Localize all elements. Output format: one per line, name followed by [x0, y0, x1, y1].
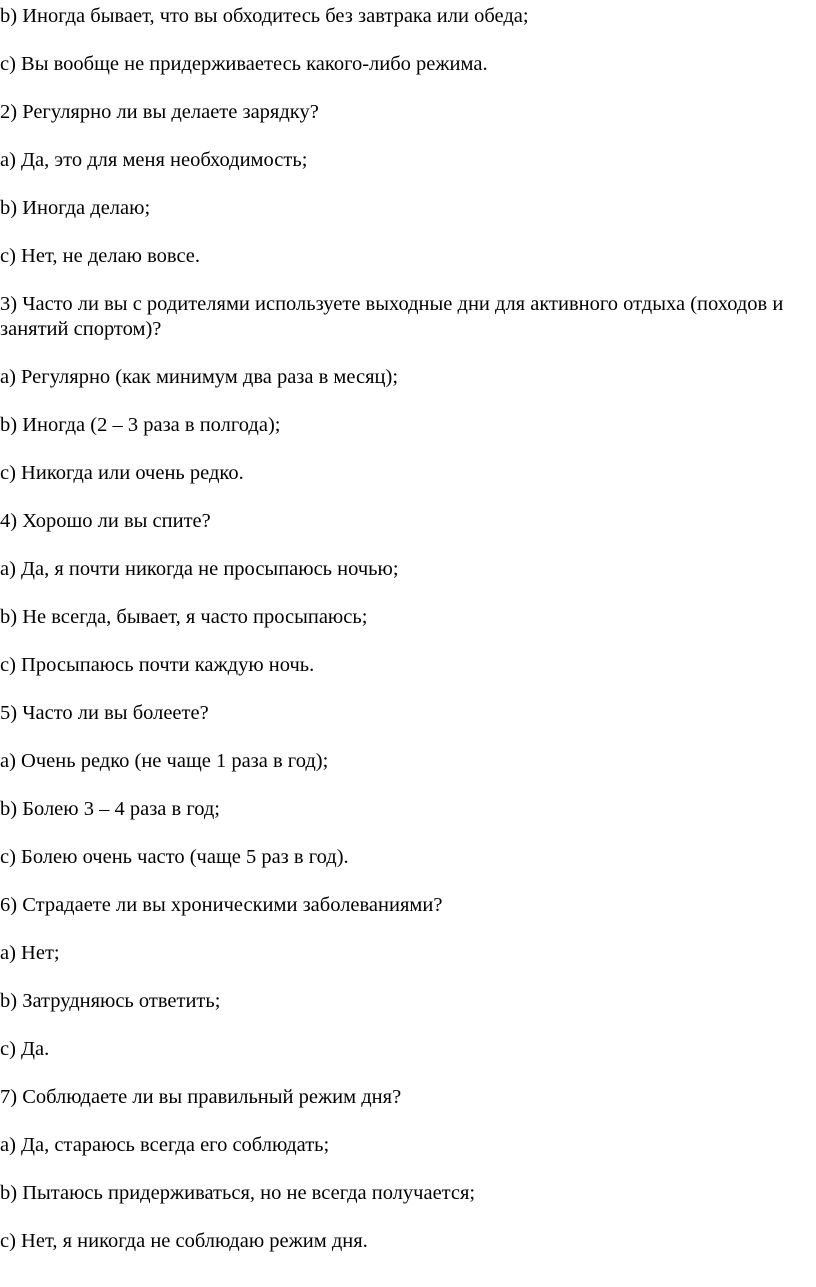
answer-q6-b: b) Затрудняюсь ответить;	[0, 990, 221, 1012]
answer-q4-a: a) Да, я почти никогда не просыпаюсь ночью;	[0, 558, 399, 580]
answer-q7-a: a) Да, стараюсь всегда его соблюдать;	[0, 1134, 330, 1156]
answer-q6-a: a) Нет;	[0, 942, 60, 964]
answer-q5-a: a) Очень редко (не чаще 1 раза в год);	[0, 750, 329, 772]
answer-q1-c: c) Вы вообще не придерживаетесь какого-либо режима.	[0, 53, 488, 75]
answer-q7-c: c) Нет, я никогда не соблюдаю режим дня.	[0, 1230, 368, 1252]
question-6: 6) Страдаете ли вы хроническими заболеваниями?	[0, 894, 443, 916]
answer-q2-a: a) Да, это для меня необходимость;	[0, 149, 308, 171]
answer-q4-c: c) Просыпаюсь почти каждую ночь.	[0, 654, 315, 676]
answer-q3-b: b) Иногда (2 – 3 раза в полгода);	[0, 414, 281, 436]
question-2: 2) Регулярно ли вы делаете зарядку?	[0, 101, 319, 123]
answer-q3-c: c) Никогда или очень редко.	[0, 462, 244, 484]
question-5: 5) Часто ли вы болеете?	[0, 702, 209, 724]
answer-q5-b: b) Болею 3 – 4 раза в год;	[0, 798, 221, 820]
answer-q2-b: b) Иногда делаю;	[0, 197, 151, 219]
answer-q2-c: c) Нет, не делаю вовсе.	[0, 245, 201, 267]
answer-q6-c: c) Да.	[0, 1038, 50, 1060]
question-3: 3) Часто ли вы с родителями используете выходные дни для активного отдыха (походов и занятий спортом)?	[0, 293, 784, 340]
question-7: 7) Соблюдаете ли вы правильный режим дня?	[0, 1086, 402, 1108]
answer-q3-a: a) Регулярно (как минимум два раза в месяц);	[0, 366, 399, 388]
answer-q4-b: b) Не всегда, бывает, я часто просыпаюсь;	[0, 606, 368, 628]
answer-q7-b: b) Пытаюсь придерживаться, но не всегда получается;	[0, 1182, 476, 1204]
question-4: 4) Хорошо ли вы спите?	[0, 510, 211, 532]
answer-q1-b: b) Иногда бывает, что вы обходитесь без завтрака или обеда;	[0, 5, 529, 27]
answer-q5-c: c) Болею очень часто (чаще 5 раз в год).	[0, 846, 349, 868]
